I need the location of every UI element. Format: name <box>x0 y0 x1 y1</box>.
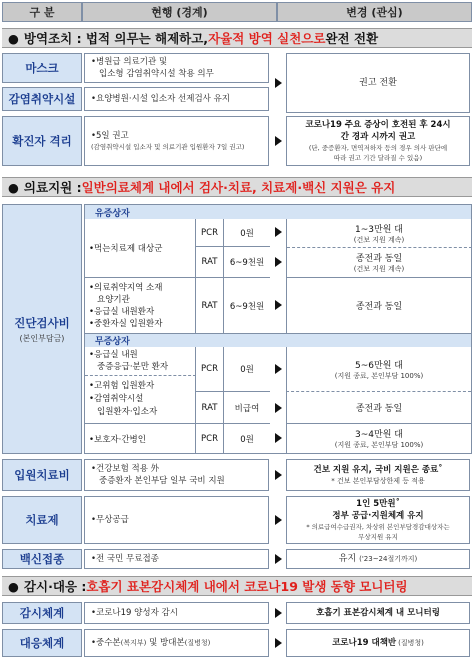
bullet-icon: ● <box>8 179 19 195</box>
section-surveillance <box>2 576 472 596</box>
a3-change <box>286 424 471 453</box>
header-category <box>2 2 82 22</box>
section-lead: 방역조치 : 법적 의무는 해제하고, <box>23 31 209 46</box>
section-medical <box>2 177 472 197</box>
section-highlight: 일반의료체계 내에서 검사·치료, 치료제·백신 지원은 유지 <box>81 180 396 195</box>
arrow-icon <box>275 554 282 564</box>
arrow-icon <box>275 515 282 525</box>
arrow-icon <box>275 638 282 648</box>
treatment-change-line3: * 의료급여수급권자, 차상위 본인부담경감대상자는 <box>306 523 450 531</box>
test-label: 진단검사비 <box>14 315 70 330</box>
pcr-label <box>196 424 224 453</box>
surveillance-change-text: 호흡기 표본감시체계 내 모니터링 <box>316 608 440 618</box>
response-change-note: (질병청) <box>398 639 424 647</box>
a3-pcr-note: (지원 종료, 본인부담 100%) <box>334 441 424 449</box>
response-current-part3: 및 방대본 <box>146 638 185 648</box>
treatment-current-text: •무상공급 <box>91 515 129 525</box>
response-current <box>84 629 269 657</box>
mask-vuln-change <box>286 53 470 113</box>
vuln-current-text: •요양병원·시설 입소자 선제검사 유지 <box>91 94 230 104</box>
g2-rat-current <box>224 278 270 333</box>
g1-pcr-current <box>224 219 270 247</box>
vuln-label: 감염취약시설 <box>8 92 76 106</box>
g1-rat-cur: 6~9천원 <box>229 258 265 268</box>
inpatient-change-line2: * 건보 본인부담상한제 등 적용 <box>331 477 425 485</box>
asym-group2-line1: •고위험 입원환자 <box>89 381 155 391</box>
section-lead: 의료지원 : <box>23 180 82 195</box>
header-category-label: 구 분 <box>29 6 55 19</box>
mask-current <box>84 53 269 83</box>
a3-pcr-cur: 0원 <box>240 434 254 445</box>
pcr-text: PCR <box>201 227 218 238</box>
rat-text: RAT <box>201 300 218 311</box>
test-table <box>84 204 472 454</box>
inpatient-change-line1: 건보 지원 유지, 국비 지원은 종료˚ <box>313 465 443 475</box>
g1-rat-current <box>224 247 270 278</box>
asym-group1 <box>85 347 196 376</box>
inpatient-change <box>286 459 470 491</box>
g1-change <box>286 219 471 278</box>
vuln-current <box>84 87 269 111</box>
rat-text: RAT <box>201 257 218 267</box>
sym-group1 <box>85 219 196 278</box>
sym-group2 <box>85 278 196 333</box>
mask-current-line2: 입소형 감염취약시설 착용 의무 <box>99 69 214 79</box>
rat-text: RAT <box>201 402 218 413</box>
isolation-change-line4: 따라 권고 기간 달라질 수 있음) <box>333 154 423 162</box>
g2-change <box>286 278 471 333</box>
g1-pcr-cur: 0원 <box>240 228 254 239</box>
surveillance-label: 감시체계 <box>19 606 65 620</box>
g1-rat-note: (건보 지원 계속) <box>353 265 405 273</box>
arrow-icon <box>275 136 282 146</box>
vaccine-change-main: 유지 <box>338 554 357 564</box>
surveillance-change <box>286 602 470 624</box>
asym-group1-line2: 중증응급·분만 환자 <box>97 362 169 372</box>
surveillance-current-text: •코로나19 양성자 감시 <box>91 608 178 618</box>
section-lead: 감시·대응 : <box>23 579 87 594</box>
bullet-icon: ● <box>8 30 19 46</box>
vaccine-change <box>286 549 470 569</box>
symptomatic-header <box>85 205 471 219</box>
test-label-sub: (본인부담금) <box>19 333 65 343</box>
treatment-current <box>84 496 269 544</box>
treatment-label: 치료제 <box>25 513 59 527</box>
response-label: 대응체계 <box>19 636 65 650</box>
asym-group3-text: •보호자·간병인 <box>89 434 146 445</box>
isolation-current-line2: (감염취약시설 입소자 및 의료기관 입원환자 7일 권고) <box>91 143 245 151</box>
asym-group1-line1: •응급실 내원 <box>89 350 138 360</box>
isolation-change-line2: 간 경과 시까지 권고 <box>340 132 416 142</box>
row-label-mask <box>2 53 82 83</box>
row-label-test <box>2 204 82 454</box>
response-change-main: 코로나19 대책반 <box>332 638 397 648</box>
asym-group2-line2: •감염취약시설 <box>89 394 144 404</box>
row-label-vaccine <box>2 549 82 569</box>
arrow-icon <box>275 433 282 443</box>
surveillance-current <box>84 602 269 624</box>
row-label-surveillance <box>2 602 82 624</box>
sym-group2-line3: •응급실 내원환자 <box>89 306 155 317</box>
treatment-change <box>286 496 470 544</box>
isolation-label: 확진자 격리 <box>12 134 72 148</box>
response-current-part4: (질병청) <box>184 639 211 647</box>
a1-change <box>286 347 471 392</box>
row-label-treatment <box>2 496 82 544</box>
g2-rat-cur: 6~9천원 <box>229 301 265 312</box>
rat-label <box>196 392 224 424</box>
mask-label: 마스크 <box>25 61 59 75</box>
vaccine-label: 백신접종 <box>19 552 65 566</box>
a1-pcr-change: 5~6만원 대 <box>355 360 403 371</box>
asymptomatic-header <box>85 333 471 347</box>
asym-group2-line3: 입원환자·입소자 <box>97 407 158 417</box>
section-quarantine <box>2 28 472 48</box>
vaccine-change-note: ('23~24절기까지) <box>359 555 418 563</box>
treatment-change-line4: 무상지원 유지 <box>358 533 398 541</box>
g1-rat-change: 종전과 동일 <box>355 254 403 264</box>
inpatient-current <box>84 459 269 491</box>
row-label-inpatient <box>2 459 82 491</box>
rat-label <box>196 247 224 278</box>
g1-pcr-note: (건보 지원 계속) <box>353 235 405 244</box>
isolation-change-line3: (단, 중증환자, 면역저하자 등의 경우 의사 판단에 <box>308 144 448 152</box>
bullet-icon: ● <box>8 578 19 594</box>
asymptomatic-label: 무증상자 <box>95 337 130 347</box>
pcr-text: PCR <box>201 364 218 374</box>
header-change <box>277 2 472 22</box>
section-highlight: 자율적 방역 실천으로 <box>208 31 326 46</box>
pcr-text: PCR <box>201 433 218 444</box>
isolation-current <box>84 116 269 166</box>
row-label-response <box>2 629 82 657</box>
response-current-part1: •중수본 <box>91 638 121 648</box>
a3-pcr-change: 3~4만원 대 <box>355 430 403 440</box>
vaccine-current-text: •전 국민 무료접종 <box>91 554 159 564</box>
pcr-label <box>196 347 224 392</box>
header-current <box>82 2 277 22</box>
g2-rat-change: 종전과 동일 <box>355 302 403 312</box>
pcr-label <box>196 219 224 247</box>
arrow-icon <box>275 257 282 267</box>
section-tail: 완전 전환 <box>325 31 379 46</box>
row-label-vuln <box>2 87 82 111</box>
a3-pcr-current <box>224 424 270 453</box>
asym-group3 <box>85 424 196 453</box>
mask-change: 권고 전환 <box>359 78 397 88</box>
inpatient-current-line1: •건강보험 적용 外 <box>91 464 160 474</box>
g1-pcr-change: 1~3만원 대 <box>355 224 403 235</box>
arrow-icon <box>275 470 282 480</box>
treatment-change-line2: 정부 공급·지원체계 유지 <box>332 511 424 521</box>
isolation-current-line1: •5일 권고 <box>91 131 129 141</box>
sym-group2-line1: •의료취약지역 소재 <box>89 282 163 293</box>
arrow-icon <box>275 364 282 374</box>
arrow-icon <box>275 227 282 237</box>
a2-rat-current <box>224 392 270 424</box>
sym-group1-text: •먹는치료제 대상군 <box>89 244 163 254</box>
asym-group2 <box>85 376 196 424</box>
a2-rat-cur: 비급여 <box>234 403 260 414</box>
a2-rat-change: 종전과 동일 <box>355 404 403 414</box>
header-current-label: 현행 (경계) <box>151 6 208 19</box>
header-change-label: 변경 (관심) <box>346 6 403 19</box>
rat-label <box>196 278 224 333</box>
vaccine-current <box>84 549 269 569</box>
symptomatic-label: 유증상자 <box>95 208 130 219</box>
arrow-icon <box>275 78 282 88</box>
a1-pcr-note: (지원 종료, 본인부담 100%) <box>334 371 424 380</box>
inpatient-label: 입원치료비 <box>14 468 70 482</box>
isolation-change <box>286 116 470 166</box>
row-label-isolation <box>2 116 82 166</box>
inpatient-current-line2: 중증환자 본인부담 일부 국비 지원 <box>99 476 225 486</box>
arrow-icon <box>275 608 282 618</box>
response-current-part2: (복지부) <box>120 639 147 647</box>
response-change <box>286 629 470 657</box>
mask-current-line1: •병원급 의료기관 및 <box>91 57 168 67</box>
sym-group2-line2: 요양기관 <box>97 294 130 305</box>
section-highlight: 호흡기 표본감시체계 내에서 코로나19 발생 동향 모니터링 <box>86 579 408 594</box>
a1-pcr-cur: 0원 <box>240 365 254 375</box>
a2-change <box>286 392 471 424</box>
isolation-change-line1: 코로나19 주요 증상이 호전된 후 24시 <box>305 120 451 130</box>
arrow-icon <box>275 403 282 413</box>
arrow-icon <box>275 300 282 310</box>
sym-group2-line4: •중환자실 입원환자 <box>89 318 163 329</box>
treatment-change-line1: 1인 5만원˚ <box>356 499 400 509</box>
a1-pcr-current <box>224 347 270 392</box>
